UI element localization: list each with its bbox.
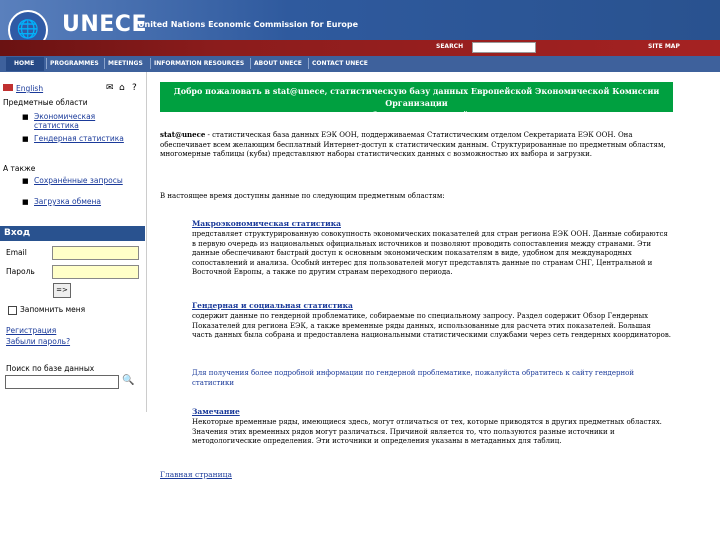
brand-title[interactable]: UNECE xyxy=(62,12,147,37)
password-label: Пароль xyxy=(6,267,35,276)
intro-paragraph xyxy=(160,130,672,160)
nav-separator xyxy=(46,58,47,69)
section-text-note: Некоторые временные ряды, имеющиеся здесь, могут отличаться от тех, которые приводятся в других предметных областях. Значения этих временных рядов могут различаться. Причиной является то, что пользуются разные источники и методологические определения. Эти источники и определения указаны в метаданных для таблиц. xyxy=(192,418,662,445)
section-title-gender[interactable]: Гендерная и социальная статистика xyxy=(192,301,353,310)
welcome-banner xyxy=(160,82,673,120)
bullet: ■ xyxy=(22,198,29,206)
database-search-input[interactable] xyxy=(5,375,119,389)
section-text-macro: представляет структурированную совокупность экономических показателей для стран региона ЕЭК ООН. Данные собираются в первую очередь из национальных официальных источников и позволяют проводить сопоставления между странами. Эти данные обеспечивают быстрый доступ к основным экономическим показателям в виде, удобном для международных сопоставлений и анализа. Особый интерес для пользователей могут представлять данные по странам СНГ, Центральной и Восточной Европы, а также по другим странам переходного периода. xyxy=(192,230,668,276)
register-link[interactable]: Регистрация xyxy=(6,326,57,335)
remember-checkbox[interactable] xyxy=(8,306,17,315)
gender-site-link[interactable]: Для получения более подробной информации по гендерной проблематике, пожалуйста обратитесь к сайту гендерной статистики xyxy=(192,369,635,387)
email-label: Email xyxy=(6,248,27,257)
sitemap-link[interactable]: SITE MAP xyxy=(648,43,680,50)
bullet: ■ xyxy=(22,113,29,121)
welcome-line-2: Объединенных Наций xyxy=(364,110,469,120)
available-text: В настоящее время доступны данные по следующим предметным областям: xyxy=(160,192,445,200)
forgot-password-link[interactable]: Забыли пароль? xyxy=(6,337,71,346)
un-logo-icon[interactable]: 🌐 xyxy=(8,10,48,50)
nav-separator xyxy=(308,58,309,69)
brand-subtitle: United Nations Economic Commission for Europe xyxy=(138,20,359,29)
remember-label: Запомнить меня xyxy=(20,305,86,314)
nav-about[interactable]: ABOUT UNECE xyxy=(254,60,302,67)
search-icon[interactable]: 🔍 xyxy=(122,375,135,386)
login-button[interactable]: => xyxy=(53,283,71,298)
topic-gender-statistics[interactable]: Гендерная статистика xyxy=(34,134,124,143)
nav-programmes[interactable]: PROGRAMMES xyxy=(50,60,99,67)
home-page-link[interactable]: Главная страница xyxy=(160,470,232,479)
nav-meetings[interactable]: MEETINGS xyxy=(108,60,143,67)
help-icon[interactable]: ? xyxy=(132,83,137,93)
email-field[interactable] xyxy=(52,246,139,260)
bullet: ■ xyxy=(22,177,29,185)
also-title: А также xyxy=(3,164,36,173)
subject-areas-title: Предметные области xyxy=(3,98,88,107)
welcome-line-1: Добро пожаловать в stat@unece, статистическую базу данных Европейской Экономической Комиссии Организации xyxy=(173,86,660,108)
home-icon[interactable]: ⌂ xyxy=(119,83,125,93)
password-field[interactable] xyxy=(52,265,139,279)
saved-queries-link[interactable]: Сохранённые запросы xyxy=(34,176,123,185)
nav-contact[interactable]: CONTACT UNECE xyxy=(312,60,368,67)
topic-economic-statistics[interactable]: Экономическая статистика xyxy=(34,112,96,130)
section-title-note: Замечание xyxy=(192,407,240,416)
nav-separator xyxy=(104,58,105,69)
mail-icon[interactable]: ✉ xyxy=(106,83,114,93)
section-text-gender: содержит данные по гендерной проблематике, собираемые по специальному запросу. Раздел содержит Обзор Гендерных Показателей для региона ЕЭК, а также временные ряды данных, использованные для расчета этих показателей. Большая часть данных была собрана и предоставлена национальными статистическими службами через сеть гендерных координаторов. xyxy=(192,312,671,339)
flag-icon xyxy=(3,84,13,91)
nav-home[interactable]: HOME xyxy=(14,60,35,67)
download-exchange-link[interactable]: Загрузка обмена xyxy=(34,197,102,206)
nav-separator xyxy=(150,58,151,69)
search-label: SEARCH xyxy=(436,43,464,50)
nav-separator xyxy=(250,58,251,69)
nav-information-resources[interactable]: INFORMATION RESOURCES xyxy=(154,60,245,67)
utility-bar xyxy=(0,40,720,56)
login-title: Вход xyxy=(4,228,31,238)
intro-text: - статистическая база данных ЕЭК ООН, поддерживаемая Статистическим отделом Секретариата ЕЭК ООН. Она обеспечивает всем желающим бесплатный Интернет-доступ к статистическим данным. Структурированные по предметным областям, многомерные таблицы (кубы) представляют наборы статистических данных с возможностью их выбора и загрузки. xyxy=(160,131,666,158)
database-search-title: Поиск по базе данных xyxy=(6,364,95,373)
bullet: ■ xyxy=(22,135,29,143)
intro-bold: stat@unece xyxy=(160,130,206,139)
section-title-macro[interactable]: Макроэкономическая статистика xyxy=(192,219,341,228)
site-search-input[interactable] xyxy=(472,42,536,53)
language-link[interactable]: English xyxy=(16,84,44,93)
